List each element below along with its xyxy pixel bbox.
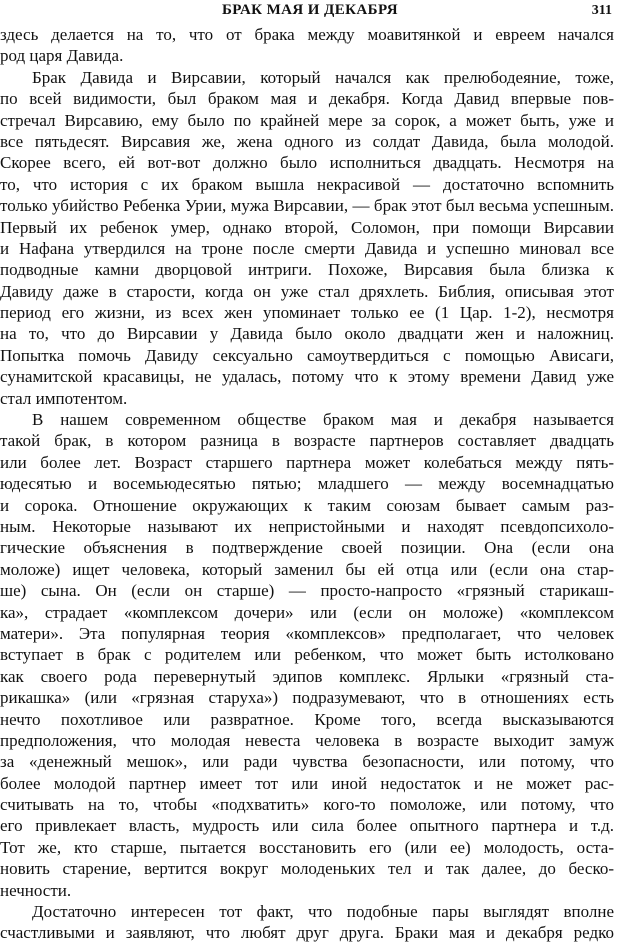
- text-line: по всей видимости, был браком мая и декабря. Когда Давид впервые пов-: [0, 89, 614, 109]
- text-line: Брак Давида и Вирсавии, который начался как прелюбодеяние, тоже,: [32, 67, 614, 87]
- text-line: моложе) ищет человека, который заменил бы ей отца или (если она стар-: [0, 559, 614, 579]
- text-line: рикашка» (или «грязная старуха») подразумевают, что в отношениях есть: [0, 688, 614, 708]
- text-line: нечности.: [0, 880, 72, 900]
- text-line: за «денежный мешок», или ради чувства безопасности, или потому, что: [0, 752, 614, 772]
- page-number: 311: [591, 3, 612, 18]
- text-line: только убийство Ребенка Урии, мужа Вирсавии, — брак этот был весьма успешным.: [0, 196, 614, 216]
- body-text: [0, 24, 614, 944]
- text-line: или более лет. Возраст старшего партнера может колебаться между пять-: [0, 452, 614, 472]
- text-line: Тот же, кто старше, пытается восстановить его (или ее) молодость, оста-: [0, 837, 614, 857]
- text-line: Давиду даже в старости, когда он уже стал дряхлеть. Библия, описывая этот: [0, 281, 614, 301]
- text-line: ка», страдает «комплексом дочери» или (если он моложе) «комплексом: [0, 602, 614, 622]
- text-line: стал импотентом.: [0, 388, 128, 408]
- text-line: стречал Вирсавию, ему было по крайней мере за сорок, а может быть, уже и: [0, 110, 614, 130]
- text-line: его привлекает власть, мудрость или сила более опытного партнера и т.д.: [0, 816, 614, 836]
- text-line: В нашем современном обществе браком мая и декабря называется: [32, 410, 614, 430]
- text-line: предположения, что молодая невеста человека в возрасте выходит замуж: [0, 730, 614, 750]
- text-line: нечто похотливое или развратное. Кроме того, всегда высказываются: [0, 709, 614, 729]
- text-line: как своего рода перевернутый эдипов комплекс. Ярлыки «грязный ста-: [0, 666, 614, 686]
- text-line: юдесятью и восемьюдесятью пятью; младшего — между восемнадцатью: [0, 474, 614, 494]
- text-line: матери». Эта популярная теория «комплексов» предполагает, что человек: [0, 623, 614, 643]
- text-line: ше) сына. Он (если он старше) — просто-напросто «грязный старикаш-: [0, 581, 614, 601]
- text-line: род царя Давида.: [0, 46, 124, 66]
- running-head: БРАК МАЯ И ДЕКАБРЯ: [221, 2, 398, 18]
- text-line: все пятьдесят. Вирсавия же, жена одного из солдат Давида, была молодой.: [0, 131, 614, 151]
- text-line: период его жизни, из всех жен упоминает только ее (1 Цар. 1-2), несмотря: [0, 303, 614, 323]
- text-line: то, что история с их браком вышла некрасивой — достаточно вспомнить: [0, 174, 614, 194]
- text-line: и сорока. Отношение окружающих к таким союзам бывает самым раз-: [0, 495, 614, 515]
- text-line: гические объяснения в подтверждение своей позиции. Она (если она: [0, 538, 614, 558]
- text-line: на то, что до Вирсавии у Давида было около двадцати жен и наложниц.: [0, 324, 614, 344]
- text-line: подводные камни дворцовой интриги. Похоже, Вирсавия была близка к: [0, 260, 614, 280]
- text-line: Достаточно интересен тот факт, что подобные пары выглядят вполне: [32, 902, 614, 922]
- text-line: Скорее всего, ей вот-вот должно было исполниться двадцать. Несмотря на: [0, 153, 614, 173]
- text-line: счастливыми и заявляют, что любят друг друга. Браки мая и декабря редко: [0, 923, 614, 943]
- text-line: вступает в брак с родителем или ребенком, что может быть истолковано: [0, 645, 614, 665]
- text-line: такой брак, в котором разница в возрасте партнеров составляет двадцать: [0, 431, 614, 451]
- text-line: и Нафана утвердился на троне после смерти Давида и успешно миновал все: [0, 238, 614, 258]
- text-line: более молодой партнер имеет тот или иной недостаток и не может рас-: [0, 773, 614, 793]
- page-header: [0, 0, 620, 24]
- text-line: новить старение, вертится вокруг молоденьких тел и так далее, до беско-: [0, 859, 614, 879]
- text-line: здесь делается на то, что от брака между моавитянкой и евреем начался: [0, 25, 614, 44]
- text-line: ным. Некоторые называют их непристойными и находят псевдопсихоло-: [0, 516, 614, 536]
- text-line: Первый их ребенок умер, однако второй, Соломон, при помощи Вирсавии: [0, 217, 614, 237]
- text-line: сунамитской красавицы, не удалась, потому что к этому времени Давид уже: [0, 367, 614, 387]
- text-line: Попытка помочь Давиду сексуально самоутвердиться с помощью Ависаги,: [0, 345, 614, 365]
- text-line: считывать на то, чтобы «подхватить» кого-то помоложе, или потому, что: [0, 795, 614, 815]
